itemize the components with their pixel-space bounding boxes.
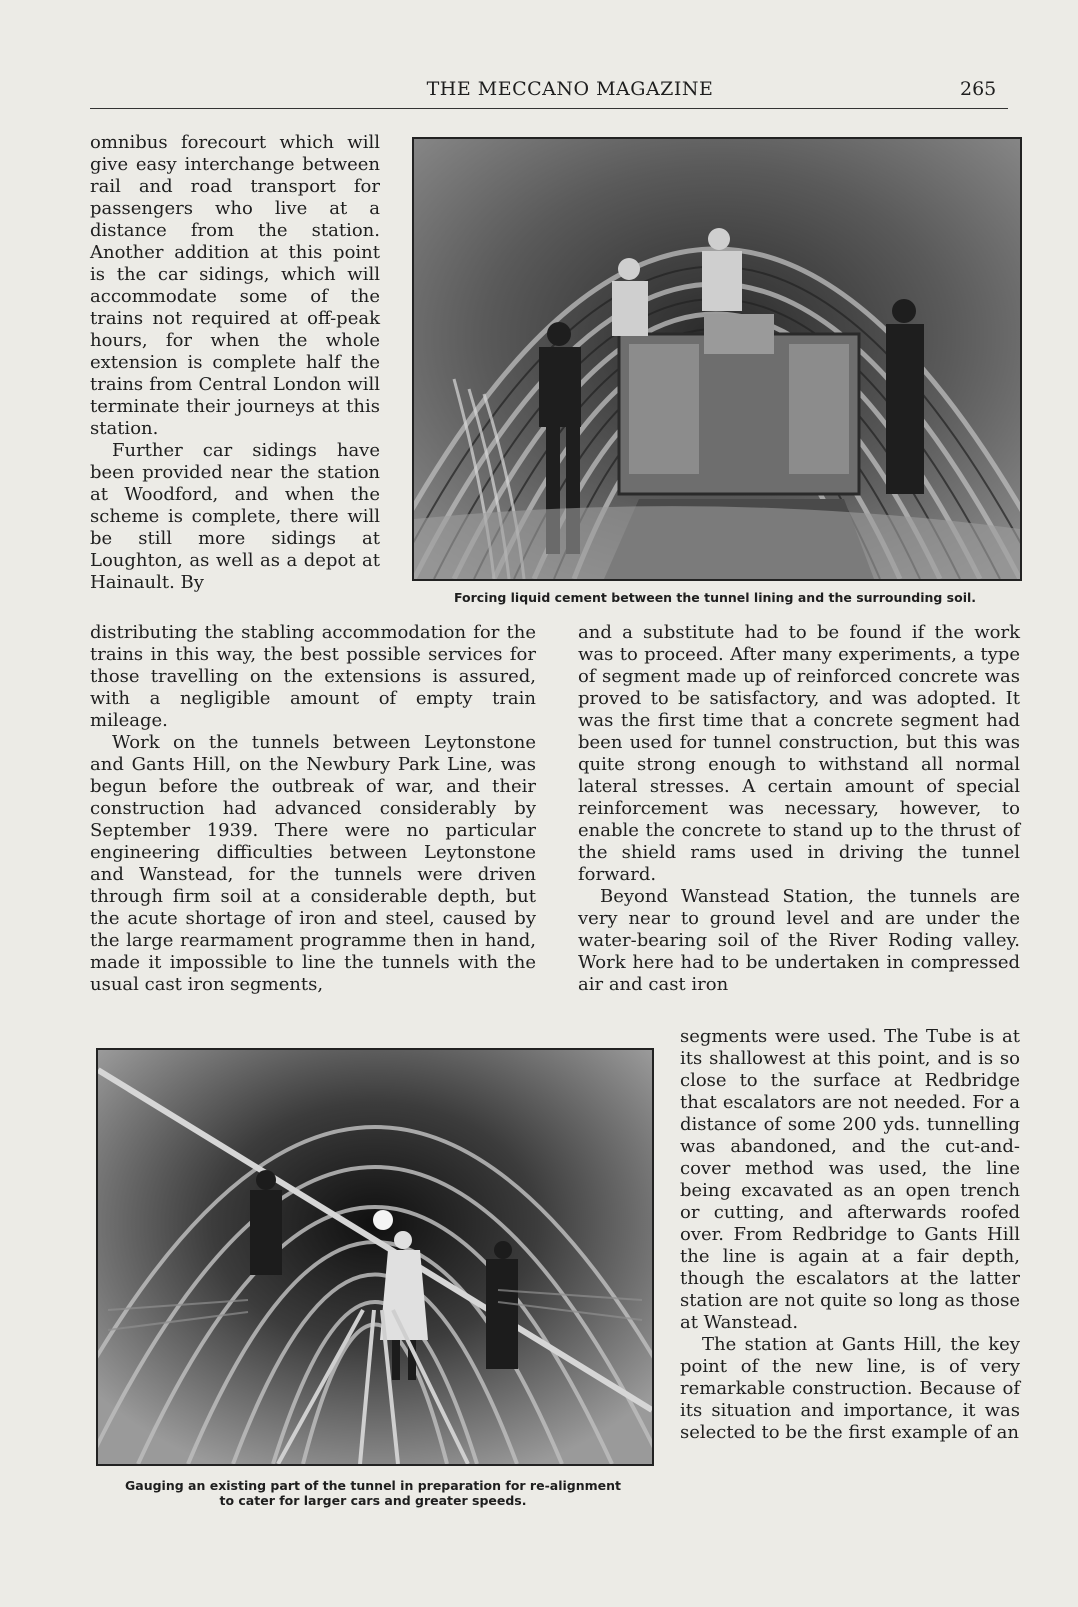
column1-text	[90, 622, 536, 996]
paragraph: distributing the stabling accommodation for the trains in this way, the best possible services for those travelling on the extensions is assured, with a negligible amount of empty train mileage.	[90, 622, 536, 731]
paragraph: Work on the tunnels between Leytonstone and Gants Hill, on the Newbury Park Line, was begun before the outbreak of war, and their construction had advanced considerably by September 1939. There were no particular engineering difficulties between Leytonstone and Wanstead, for the tunnels were driven through firm soil at a considerable depth, but the acute shortage of iron and steel, caused by the large rearmament programme then in hand, made it impossible to line the tunnels with the usual cast iron segments,	[90, 732, 536, 995]
paragraph: segments were used. The Tube is at its shallowest at this point, and is so close to the surface at Redbridge that escalators are not needed. For a distance of some 200 yds. tunnelling was abandoned, and the cut-and-cover method was used, the line being excavated as an open trench or cutting, and afterwards roofed over. From Redbridge to Gants Hill the line is again at a fair depth, though the escalators at the latter station are not quite so long as those at Wanstead.	[680, 1026, 1020, 1333]
header-rule	[90, 108, 1008, 109]
column2-text	[578, 622, 1020, 996]
tunnel-gauging-photo	[96, 1048, 654, 1466]
column1-narrow-text	[90, 132, 380, 594]
caption-line: to cater for larger cars and greater speeds.	[219, 1493, 527, 1508]
paragraph: Beyond Wanstead Station, the tunnels are very near to ground level and are under the water-bearing soil of the River Roding valley. Work here had to be undertaken in compressed air and cast iron	[578, 886, 1020, 995]
top-photo-caption: Forcing liquid cement between the tunnel lining and the surrounding soil.	[453, 590, 977, 605]
paragraph: Further car sidings have been provided near the station at Woodford, and when the scheme is complete, there will be still more sidings at Loughton, as well as a depot at Hainault. By	[90, 440, 380, 593]
tunnel-gauging-illustration	[98, 1050, 652, 1464]
magazine-title: THE MECCANO MAGAZINE	[426, 78, 714, 100]
column2-narrow-text	[680, 1026, 1020, 1444]
paragraph: and a substitute had to be found if the work was to proceed. After many experiments, a type of segment made up of reinforced concrete was proved to be satisfactory, and was adopted. It was the first time that a concrete segment had been used for tunnel construction, but this was quite strong enough to withstand all normal lateral stresses. A certain amount of special reinforcement was necessary, however, to enable the concrete to stand up to the thrust of the shield rams used in driving the tunnel forward.	[578, 622, 1020, 885]
paragraph: The station at Gants Hill, the key point of the new line, is of very remarkable construction. Because of its situation and importance, it was selected to be the first example of an	[680, 1334, 1020, 1443]
tunnel-photo-illustration	[414, 139, 1020, 579]
paragraph: omnibus forecourt which will give easy interchange between rail and road transport for passengers who live at a distance from the station. Another addition at this point is the car sidings, which will accommodate some of the trains not required at off-peak hours, for when the whole extension is complete half the trains from Central London will terminate their journeys at this station.	[90, 132, 380, 439]
tunnel-grouting-photo	[412, 137, 1022, 581]
caption-line: Gauging an existing part of the tunnel in preparation for re-alignment	[125, 1478, 621, 1493]
bottom-photo-caption	[80, 1478, 666, 1508]
page-number: 265	[960, 78, 997, 100]
